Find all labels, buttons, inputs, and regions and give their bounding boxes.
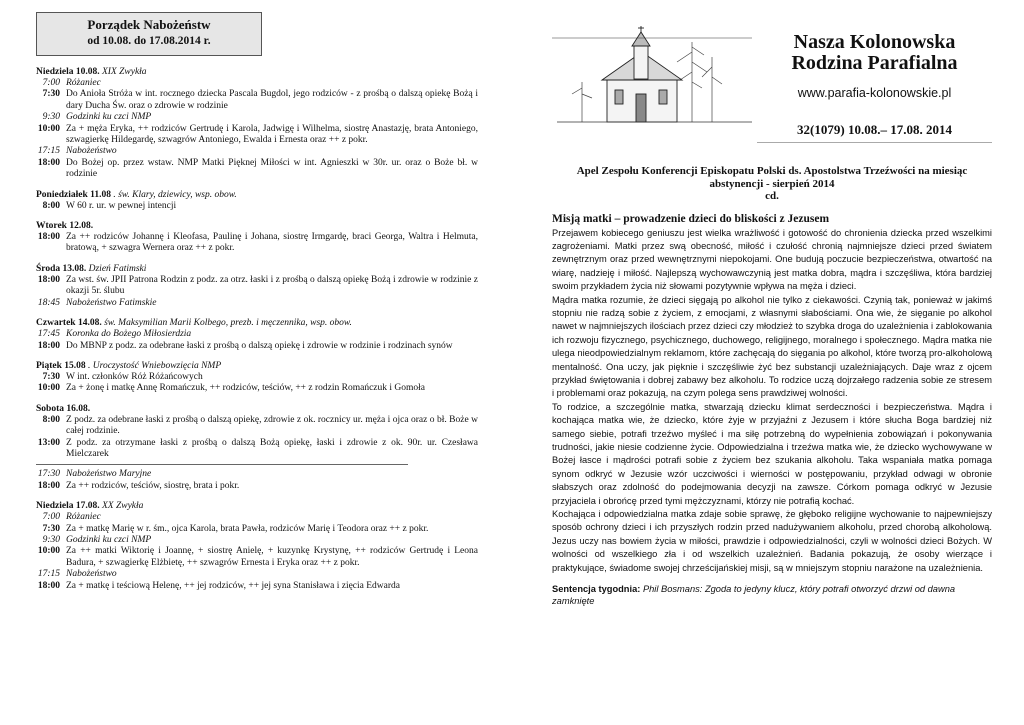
quote-label: Sentencja tygodnia: bbox=[552, 584, 641, 595]
service-time: 10:00 bbox=[37, 383, 60, 394]
service-intention: Za + matkę Marię w r. śm., ojca Karola, brata Pawła, rodziców Marię i Teodora oraz ++ z pokr. bbox=[66, 523, 429, 534]
day-title bbox=[36, 317, 478, 329]
service-entry bbox=[36, 569, 478, 580]
service-time: 8:00 bbox=[42, 200, 60, 211]
day-date: Sobota 16.08. bbox=[36, 403, 91, 414]
service-time: 18:00 bbox=[37, 274, 60, 285]
service-entry bbox=[36, 201, 478, 212]
article-paragraph: To rodzice, a szczególnie matka, stwarzają dziecku klimat serdeczności i bezpieczeństwa. Mądra i kochająca matka wie, że dziecko, które żyje w przyjaźni z Jezusem i które słucha Boga bardziej niż samego siebie, potrafi trzeźwo myśleć i ma siłę potrzebną do wypełnienia zobowiązań i pokonywania trudności, jakie niesie codzienne życie. Odpowiedzialna i trzeźwa matka wie, że dziecko wychowywane w Bożej łasce i mądrości potrafi sobie z życiem bez szukania alkoholu. Taka wspaniała matka pomaga synom odkryć w Jezusie wzór uczciwości i wierności w postępowaniu, przykład odwagi w obronie słabszych oraz zdolność do podejmowania decyzji na zawsze. Córkom pomaga odkryć w Jezusie przyjaciela i obrońcę przed tymi mężczyznami, którzy nie potrafią kochać. bbox=[552, 401, 992, 506]
appeal-continued: cd. bbox=[765, 190, 779, 202]
service-entry bbox=[36, 232, 478, 255]
service-entry bbox=[36, 535, 478, 546]
day-title bbox=[36, 189, 478, 201]
schedule-header-box bbox=[36, 12, 262, 56]
day-date: Środa 13.08. bbox=[36, 263, 87, 274]
service-entry bbox=[36, 372, 478, 383]
service-time: 7:30 bbox=[42, 371, 60, 382]
day-date: Piątek 15.08 bbox=[36, 360, 86, 371]
service-time: 7:30 bbox=[42, 523, 60, 534]
day-title bbox=[36, 263, 478, 275]
service-intention: Do MBNP z podz. za odebrane łaski z prośbą o dalszą opiekę i zdrowie w rodzinie i rodzinach synów bbox=[66, 340, 453, 351]
service-entry bbox=[36, 415, 478, 438]
service-time: 10:00 bbox=[37, 123, 60, 134]
day-feast: . św. Klary, dziewicy, wsp. obow. bbox=[113, 189, 237, 200]
article-paragraph: Kochająca i odpowiedzialna matka zdaje sobie sprawę, że głęboko religijne wychowanie to najpewniejszy sposób ochrony dzieci i ich przyszłych rodzin przed nadużywaniem alkoholu, przed chorobą alkoholową. Jezus uczy nas bowiem życia w miłości, prawdzie i odpowiedzialności, czyli w wolności dzieci Bożych. W wolności od wszelkiego zła i od wszelkich uzależnień. Badania pokazują, że osoby wierzące i praktykujące, świadome swojej chrześcijańskiej misji, są w mniejszym stopniu narażone na uzależnienia. bbox=[552, 509, 992, 573]
service-entry bbox=[36, 89, 478, 112]
service-intention: Nabożeństwo Fatimskie bbox=[66, 297, 157, 308]
service-intention: W int. członków Róż Różańcowych bbox=[66, 371, 203, 382]
service-time: 18:00 bbox=[37, 580, 60, 591]
masthead-divider bbox=[757, 142, 992, 143]
service-time: 17:45 bbox=[37, 329, 60, 340]
service-intention: Z podz. za otrzymane łaski z prośbą o dalszą Bożą opiekę, łaski i zdrowie z ok. 90r. ur. Czesława Mielczarek bbox=[66, 437, 478, 459]
service-intention: Nabożeństwo bbox=[66, 146, 117, 157]
parish-brand bbox=[757, 22, 992, 143]
schedule-days bbox=[36, 66, 478, 592]
service-intention: Za ++ rodziców Johannę i Kleofasa, Paulinę i Johana, siostrę Irmgardę, braci Georga, Waltra i Helmuta, bratową, + szwagra Wernera oraz ++ z pokr. bbox=[66, 232, 478, 254]
schedule-day bbox=[36, 189, 478, 212]
church-illustration bbox=[552, 22, 757, 132]
day-title bbox=[36, 360, 478, 372]
service-intention: Za + męża Eryka, ++ rodziców Gertrudę i Karola, Jadwigę i Wilhelma, siostrę Anastazję, brata Antoniego, szwagierkę Hildegardę, szwagrów Antoniego, Ewalda i Ernesta oraz ++ z pokr. bbox=[66, 123, 478, 146]
day-feast: . Uroczystość Wniebowzięcia NMP bbox=[87, 360, 222, 371]
schedule-day bbox=[36, 220, 478, 255]
service-time: 18:00 bbox=[37, 157, 60, 168]
service-time: 9:30 bbox=[42, 112, 60, 123]
schedule-day bbox=[36, 66, 478, 181]
service-entry bbox=[36, 512, 478, 523]
day-feast: św. Maksymilian Marii Kolbego, prezb. i męczennika, wsp. obow. bbox=[104, 318, 352, 329]
service-time: 7:00 bbox=[42, 512, 60, 523]
service-intention: Nabożeństwo bbox=[66, 569, 117, 580]
bulletin-name-line2: Rodzina Parafialna bbox=[791, 52, 958, 74]
service-entry bbox=[36, 341, 478, 352]
day-feast: Dzień Fatimski bbox=[88, 263, 147, 274]
schedule-column bbox=[36, 12, 478, 592]
service-intention: Do Bożej op. przez wstaw. NMP Matki Pięknej Miłości w int. Agnieszki w 30r. ur. oraz o Boże bł. w rodzinie bbox=[66, 157, 478, 180]
schedule-day bbox=[36, 317, 478, 352]
day-title bbox=[36, 220, 478, 232]
schedule-day bbox=[36, 403, 478, 492]
appeal-heading bbox=[552, 165, 992, 203]
masthead bbox=[552, 22, 992, 143]
bulletin-column bbox=[552, 22, 992, 607]
service-entry bbox=[36, 546, 478, 569]
service-intention: Za ++ matki Wiktorię i Joannę, + siostrę Anielę, + kuzynkę Krystynę, ++ rodziców Gertrudę i Leona Badura, + szwagierkę Elżbietę, ++ szwagrów Ernesta i Eryka oraz ++ z pokr. bbox=[66, 546, 478, 568]
service-time: 17:15 bbox=[37, 569, 60, 580]
day-title bbox=[36, 500, 478, 512]
service-entry bbox=[36, 124, 478, 147]
service-entry bbox=[36, 383, 478, 394]
day-feast: XIX Zwykła bbox=[101, 67, 147, 77]
article-paragraph: Przejawem kobiecego geniuszu jest wielka wrażliwość i gotowość do chronienia dziecka przed wszelkimi zagrożeniami. Matki przez swą obecność, miłość i czułość chronią najmniejsze dzieci przed światem zewnętrznym oraz przed wewnętrznymi niepokojami. One budują poczucie bezpieczeństwa, otwartość na wiarę, nadzieję i miłość. Najlepszą wychowawczynią jest matka dobra, mądra i szczęśliwa, która bardziej swoim przykładem życia niż słowami pozytywnie wpływa na męża i dzieci. bbox=[552, 227, 992, 292]
service-intention: Różaniec bbox=[66, 78, 101, 88]
section-divider bbox=[36, 464, 408, 465]
schedule-dates: od 10.08. do 17.08.2014 r. bbox=[87, 35, 211, 47]
service-entry bbox=[36, 581, 478, 592]
service-intention: W 60 r. ur. w pewnej intencji bbox=[66, 200, 177, 211]
weekly-quote bbox=[552, 583, 992, 607]
service-intention: Do Anioła Stróża w int. rocznego dziecka Pascala Bugdol, jego rodziców - z prośbą o dalszą opiekę Bożą i dary Ducha Św. oraz o zdrowie w rodzinie bbox=[66, 89, 478, 111]
issue-number: 32(1079) 10.08.– 17.08. 2014 bbox=[797, 122, 952, 137]
service-time: 9:30 bbox=[42, 534, 60, 545]
day-feast: XX Zwykła bbox=[101, 501, 144, 512]
service-intention: Godzinki ku czci NMP bbox=[66, 112, 152, 123]
service-intention: Za ++ rodziców, teściów, siostrę, brata i pokr. bbox=[66, 480, 240, 491]
article-title: Misją matki – prowadzenie dzieci do bliskości z Jezusem bbox=[552, 212, 830, 225]
service-entry bbox=[36, 329, 478, 340]
service-time: 7:30 bbox=[42, 89, 60, 100]
service-entry bbox=[36, 112, 478, 123]
service-entry bbox=[36, 298, 478, 309]
service-time: 7:00 bbox=[42, 78, 60, 88]
service-intention: Koronka do Bożego Miłosierdzia bbox=[66, 329, 192, 340]
service-time: 17:30 bbox=[37, 469, 60, 480]
service-intention: Nabożeństwo Maryjne bbox=[66, 469, 152, 480]
schedule-day bbox=[36, 360, 478, 395]
service-entry bbox=[36, 481, 478, 492]
day-date: Poniedziałek 11.08 bbox=[36, 189, 111, 200]
service-entry bbox=[36, 524, 478, 535]
service-time: 18:00 bbox=[37, 340, 60, 351]
day-date: Niedziela 17.08. bbox=[36, 501, 100, 512]
service-entry bbox=[36, 275, 478, 298]
schedule-title: Porządek Nabożeństw bbox=[87, 17, 211, 32]
bulletin-name-line1: Nasza Kolonowska bbox=[793, 31, 956, 53]
service-intention: Godzinki ku czci NMP bbox=[66, 534, 152, 545]
day-title bbox=[36, 66, 478, 78]
article-paragraph: Mądra matka rozumie, że dzieci sięgają po alkohol nie tylko z ciekawości. Czynią tak, ponieważ w jakimś stopniu nie radzą sobie z życiem, z emocjami, z własnymi słabościami. Ona wie, że sięganie po alkohol nawet w najmniejszych ilościach przez dzieci czy młodzież to szybka droga do uzależnienia i zablokowania ich rozwoju fizycznego, psychicznego, duchowego, religijnego, moralnego i społecznego. Mądra matka nie ulega nieodpowiedzialnym reklamom, które zachęcają do sięgania po alkohol, które tworzą pro-alkoholową mentalność. Ona uczy, jak pięknie i szczęśliwie żyć bez substancji uzależniających. Daje wraz z ojcem przykład świętowania i dobrej zabawy bez alkoholu. To rodzice uczą dojrzałego radzenia sobie ze stresem i problemami oraz pokazują, na czym polega sens prawdziwej wolności. bbox=[552, 294, 992, 399]
service-entry bbox=[36, 78, 478, 89]
website-link[interactable]: www.parafia-kolonowskie.pl bbox=[797, 86, 952, 100]
service-intention: Za wst. św. JPII Patrona Rodzin z podz. za otrz. łaski i z prośbą o dalszą opiekę Bożą i zdrowie w rodzinie z okazji 5r. ślubu bbox=[66, 274, 478, 297]
service-time: 17:15 bbox=[37, 146, 60, 157]
appeal-title: Apel Zespołu Konferencji Episkopatu Polski ds. Apostolstwa Trzeźwości na miesiąc abstynencji - sierpień 2014 bbox=[576, 165, 968, 190]
schedule-day bbox=[36, 500, 478, 592]
service-time: 10:00 bbox=[37, 546, 60, 557]
service-intention: Za + żonę i matkę Annę Romańczuk, ++ rodziców, teściów, ++ z rodzin Romańczuk i Gomoła bbox=[66, 383, 426, 394]
service-entry bbox=[36, 438, 478, 461]
day-date: Niedziela 10.08. bbox=[36, 67, 100, 77]
article-body bbox=[552, 227, 992, 576]
service-entry bbox=[36, 158, 478, 181]
service-intention: Różaniec bbox=[66, 512, 101, 523]
service-time: 8:00 bbox=[42, 414, 60, 425]
service-intention: Za + matkę i teściową Helenę, ++ jej rodziców, ++ jej syna Stanisława i zięcia Edwarda bbox=[66, 580, 401, 591]
day-title bbox=[36, 403, 478, 415]
service-entry bbox=[36, 469, 478, 480]
service-time: 18:00 bbox=[37, 232, 60, 243]
service-entry bbox=[36, 146, 478, 157]
day-date: Wtorek 12.08. bbox=[36, 221, 94, 232]
service-time: 13:00 bbox=[37, 437, 60, 448]
service-time: 18:45 bbox=[37, 297, 60, 308]
service-time: 18:00 bbox=[37, 480, 60, 491]
schedule-day bbox=[36, 263, 478, 309]
service-intention: Z podz. za odebrane łaski z prośbą o dalszą opiekę, zdrowie z ok. rocznicy ur. męża i ojca oraz o bł. Boże w całej rodzinie. bbox=[66, 414, 478, 437]
day-date: Czwartek 14.08. bbox=[36, 318, 102, 329]
quote-text: Phil Bosmans: Zgoda to jedyny klucz, który potrafi otworzyć drzwi od dawna zamknięte bbox=[552, 584, 956, 607]
